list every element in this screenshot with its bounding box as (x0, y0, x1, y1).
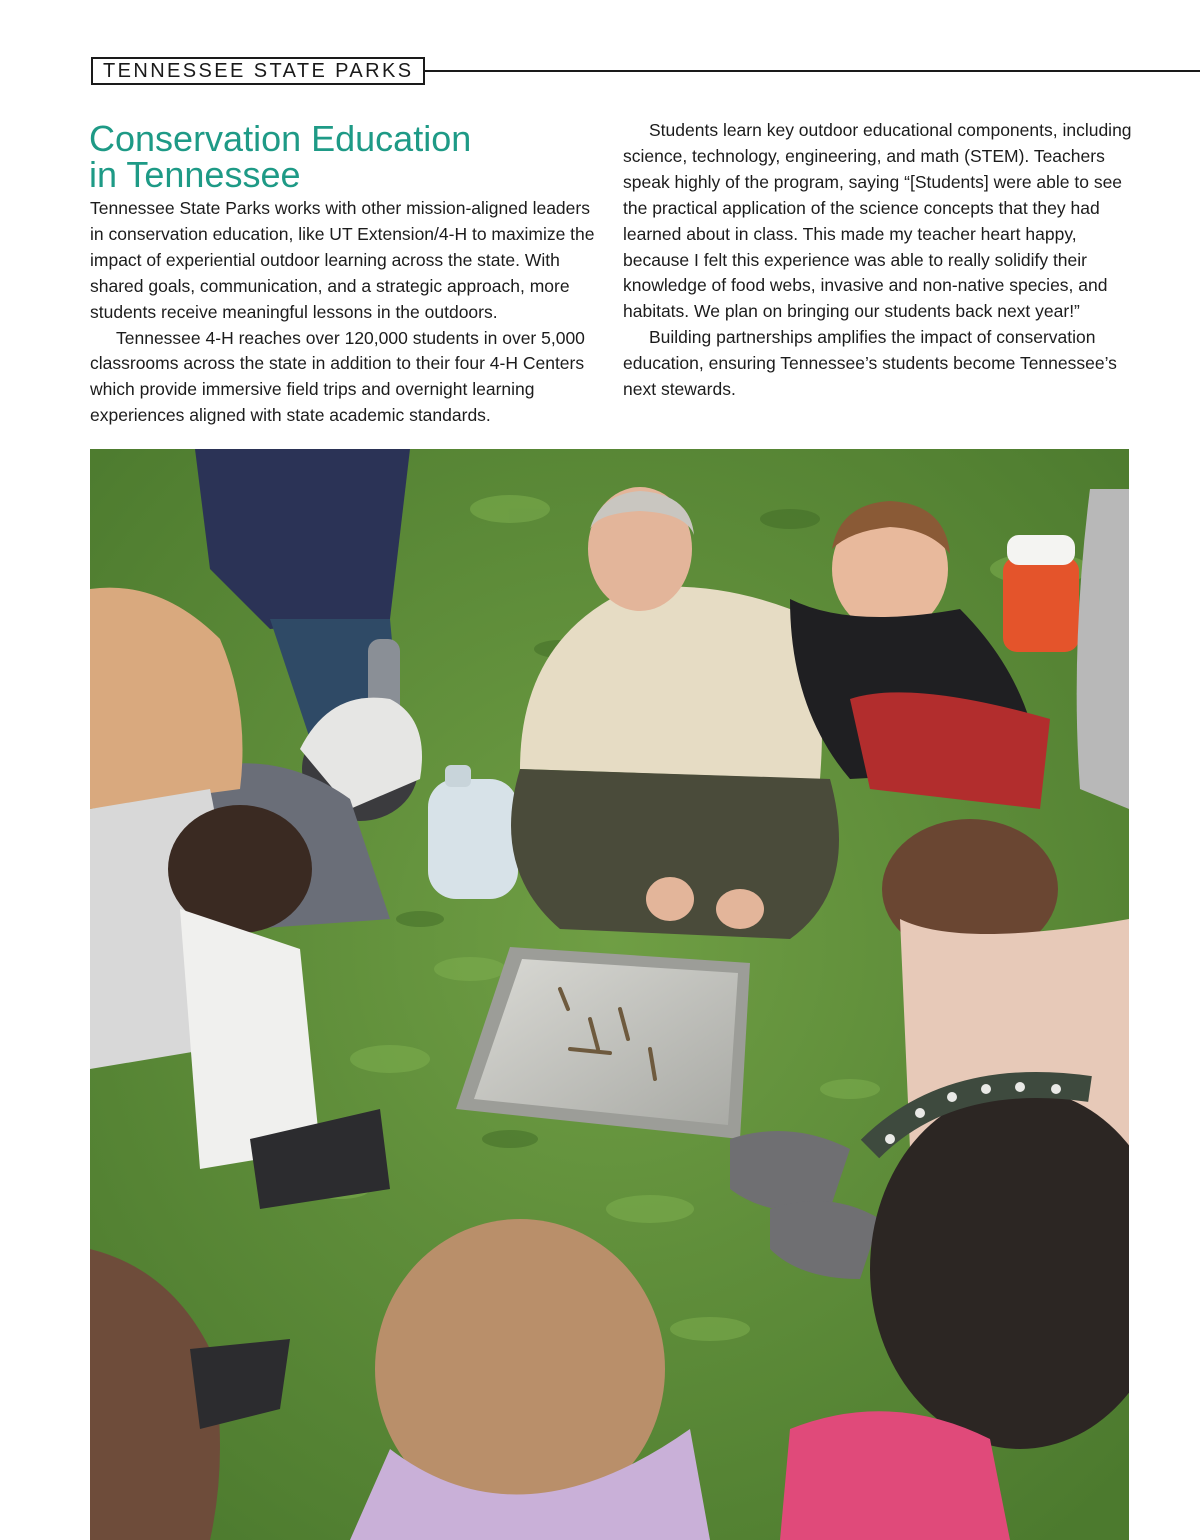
article-title (89, 118, 609, 195)
water-jug (428, 765, 518, 899)
body-paragraph: Tennessee State Parks works with other mission-aligned leaders in conservation education, like UT Extension/4-H to maximize the impact of experiential outdoor learning across the state. With shared goals, communication, and a strategic approach, more students receive meaningful lessons in the outdoors. (90, 198, 595, 322)
article-title-line-1: Conservation Education (89, 118, 472, 159)
section-label: TENNESSEE STATE PARKS (91, 57, 425, 85)
body-paragraph: Tennessee 4-H reaches over 120,000 students in over 5,000 classrooms across the state in addition to their four 4-H Centers which provide immersive field trips and overnight learning experiences aligned with state academic standards. (90, 327, 585, 426)
red-cooler (1003, 535, 1079, 652)
article-title-line-2: in Tennessee (89, 154, 301, 195)
field-trip-photo (90, 449, 1129, 1540)
right-column (623, 118, 1133, 403)
body-paragraph: Students learn key outdoor educational components, including science, technology, engineering, and math (STEM). Teachers speak highly of the program, saying “[Students] were able to see the practical application of the science concepts that they had learned about in class. This made my teacher heart happy, because I felt this experience was able to really solidify their knowledge of food webs, invasive and non-native species, and habitats. We plan on bringing our students back next year!” (623, 120, 1132, 322)
header-rule (420, 70, 1200, 72)
left-column (90, 196, 602, 429)
body-paragraph: Building partnerships amplifies the impact of conservation education, ensuring Tennessee’s students become Tennessee’s next stewards. (623, 327, 1117, 400)
